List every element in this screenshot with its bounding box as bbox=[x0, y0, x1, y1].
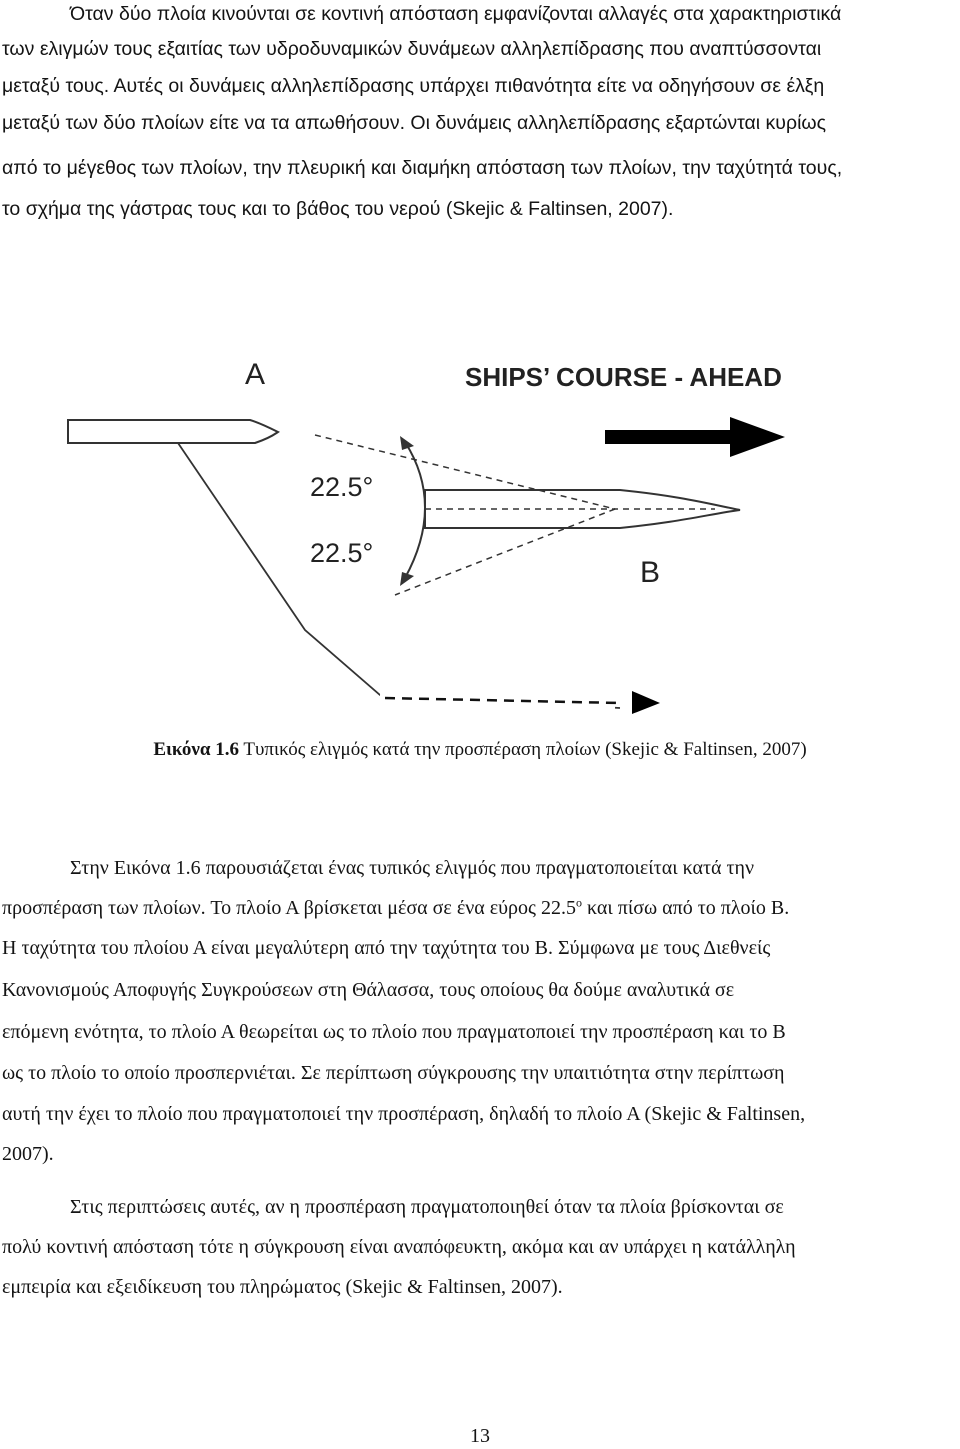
paragraph-1-line: των ελιγμών τους εξαιτίας των υδροδυναμικών δυνάμεων αλληλεπίδρασης που αναπτύσσονται bbox=[2, 38, 822, 60]
paragraph-1-line: από το μέγεθος των πλοίων, την πλευρική και διαμήκη απόσταση των πλοίων, την ταχύτητά τους, bbox=[2, 157, 843, 179]
paragraph-3-line: εμπειρία και εξειδίκευση του πληρώματος (Skejic & Faltinsen, 2007). bbox=[2, 1276, 563, 1298]
paragraph-1-line: το σχήμα της γάστρας τους και το βάθος του νερού (Skejic & Faltinsen, 2007). bbox=[2, 198, 674, 220]
trajectory-arrowhead-icon bbox=[632, 691, 660, 714]
ship-a-hull bbox=[68, 420, 278, 443]
paragraph-2-line: Στην Εικόνα 1.6 παρουσιάζεται ένας τυπικός ελιγμός που πραγματοποιείται κατά την bbox=[70, 857, 755, 879]
paragraph-2-line: αυτή την έχει το πλοίο που πραγματοποιεί την προσπέραση, δηλαδή το πλοίο Α (Skejic & Faltinsen, bbox=[2, 1103, 806, 1125]
lower-angle-ray bbox=[395, 509, 615, 595]
caption-text: Τυπικός ελιγμός κατά την προσπέραση πλοίων (Skejic & Faltinsen, 2007) bbox=[238, 739, 807, 760]
paragraph-2-line: Η ταχύτητα του πλοίου Α είναι μεγαλύτερη από την ταχύτητα του Β. Σύμφωνα με τους Διεθνείς bbox=[2, 937, 771, 959]
paragraph-3-line: πολύ κοντινή απόσταση τότε η σύγκρουση είναι αναπόφευκτη, ακόμα και αν υπάρχει η κατάλληλη bbox=[2, 1236, 796, 1258]
degree-superscript: ο bbox=[575, 895, 582, 910]
paragraph-1-line: Όταν δύο πλοία κινούνται σε κοντινή απόσταση εμφανίζονται αλλαγές στα χαρακτηριστικά bbox=[70, 3, 842, 25]
paragraph-2-line bbox=[2, 897, 789, 920]
paragraph-2-line: Κανονισμούς Αποφυγής Συγκρούσεων στη Θάλασσα, τους οποίους θα δούμε αναλυτικά σε bbox=[2, 979, 735, 1001]
page-number: 13 bbox=[470, 1425, 490, 1447]
paragraph-2-line2-end: και πίσω από το πλοίο Β. bbox=[581, 897, 790, 919]
arc-arrowhead-top-icon bbox=[400, 436, 414, 450]
overtaking-figure bbox=[60, 350, 820, 720]
paragraph-2-line: 2007). bbox=[2, 1143, 54, 1165]
paragraph-3-line: Στις περιπτώσεις αυτές, αν η προσπέραση πραγματοποιηθεί όταν τα πλοία βρίσκονται σε bbox=[70, 1196, 784, 1218]
figure-caption bbox=[0, 739, 960, 761]
trajectory-solid bbox=[178, 443, 620, 708]
paragraph-2-line: επόμενη ενότητα, το πλοίο Α θεωρείται ως το πλοίο που πραγματοποιεί την προσπέραση και το Β bbox=[2, 1021, 786, 1043]
angle-label-lower: 22.5° bbox=[310, 538, 374, 568]
label-ship-a: A bbox=[245, 358, 266, 391]
angle-label-upper: 22.5° bbox=[310, 472, 374, 502]
caption-label: Εικόνα 1.6 bbox=[153, 739, 239, 760]
label-ship-b: B bbox=[640, 556, 661, 589]
angle-arc bbox=[405, 442, 425, 578]
figure-title: SHIPS’ COURSE - AHEAD bbox=[465, 362, 782, 392]
paragraph-1-line: μεταξύ τους. Αυτές οι δυνάμεις αλληλεπίδρασης υπάρχει πιθανότητα είτε να οδηγήσουν σε έλξη bbox=[2, 75, 825, 97]
course-arrow-icon bbox=[605, 417, 785, 457]
paragraph-2-line2-start: προσπέραση των πλοίων. Το πλοίο Α βρίσκεται μέσα σε ένα εύρος 22.5 bbox=[2, 897, 576, 919]
overtaking-diagram bbox=[60, 350, 820, 720]
paragraph-2-line: ως το πλοίο το οποίο προσπερνιέται. Σε περίπτωση σύγκρουσης την υπαιτιότητα στην περίπτωση bbox=[2, 1062, 785, 1084]
paragraph-1-line: μεταξύ των δύο πλοίων είτε να τα απωθήσουν. Οι δυνάμεις αλληλεπίδρασης εξαρτώνται κυρίως bbox=[2, 112, 827, 134]
arc-arrowhead-bottom-icon bbox=[400, 572, 414, 586]
